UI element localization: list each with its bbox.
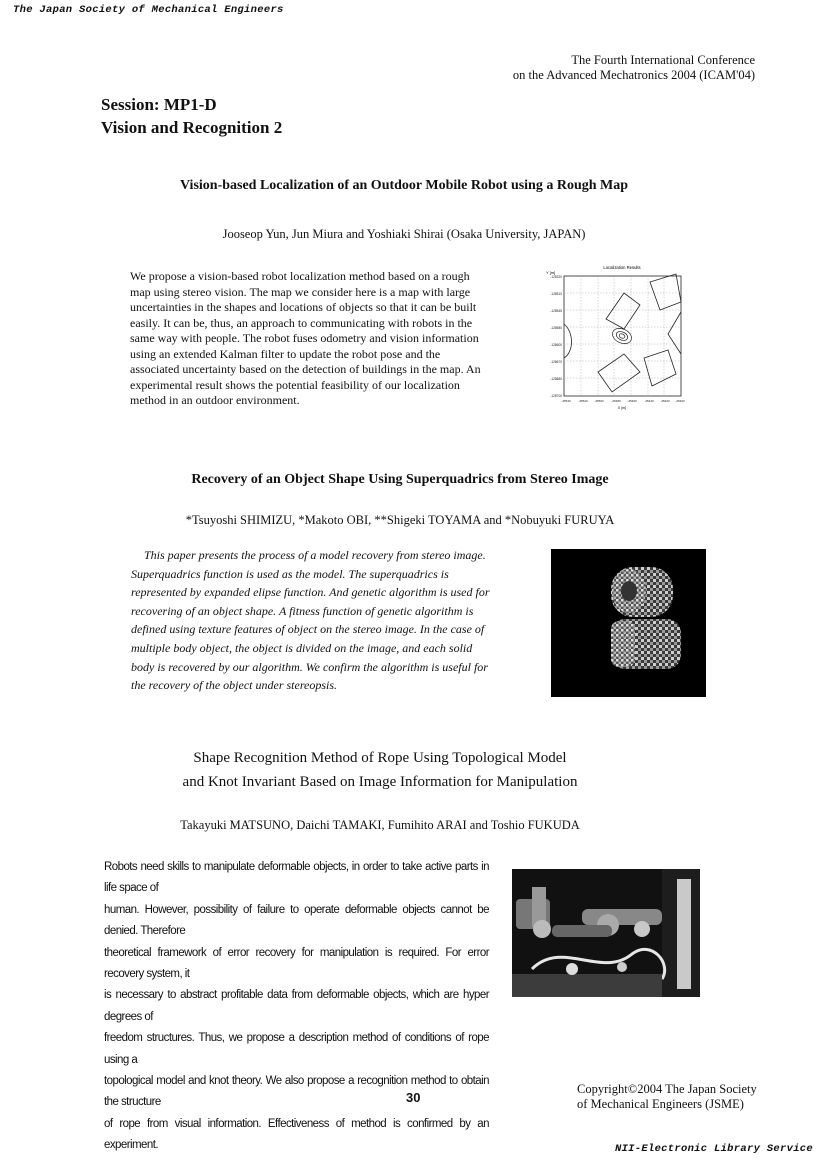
x-tick: -45440 <box>644 399 654 403</box>
paper-2-title: Recovery of an Object Shape Using Superquadrics from Stereo Image <box>191 472 609 487</box>
abstract-line: multiple body object, the object is divided on the image, and each solid <box>131 640 473 655</box>
figure-x-label: X [m] <box>617 406 627 410</box>
paper-2-abstract <box>131 546 524 695</box>
abstract-line: experimental result shows the potential feasibility of our localization <box>130 377 460 392</box>
y-tick-labels <box>550 275 562 398</box>
page-number: 30 <box>406 1090 421 1105</box>
copyright-line-1: Copyright©2004 The Japan Society <box>577 1082 757 1096</box>
session-name: Vision and Recognition 2 <box>101 118 283 137</box>
x-tick: -45480 <box>611 399 621 403</box>
abstract-line: is necessary to abstract profitable data from deformable objects, which are hyper degrees of <box>104 989 489 1023</box>
paper-3-title-line-1: Shape Recognition Method of Rope Using Topological Model <box>193 750 567 766</box>
superquadric-figure <box>551 549 706 697</box>
copyright-line-2: of Mechanical Engineers (JSME) <box>577 1097 744 1111</box>
abstract-line: associated uncertainty based on the detection of buildings in the map. An <box>130 362 481 376</box>
figure-title: Localization Results <box>603 265 641 270</box>
paper-1-authors: Jooseop Yun, Jun Miura and Yoshiaki Shirai (Osaka University, JAPAN) <box>222 227 586 241</box>
x-tick: -45500 <box>594 399 604 403</box>
copyright-notice <box>577 1082 757 1112</box>
paper-1-title: Vision-based Localization of an Outdoor Mobile Robot using a Rough Map <box>179 178 629 193</box>
y-tick: -128680 <box>550 377 562 381</box>
paper-3-authors: Takayuki MATSUNO, Daichi TAMAKI, Fumihito ARAI and Toshio FUKUDA <box>180 818 580 832</box>
x-tick: -45420 <box>660 399 670 403</box>
abstract-line: uncertainties in the shapes and locations of objects so that it can be built <box>130 300 477 314</box>
y-tick: -128700 <box>550 394 562 398</box>
paper-2-authors: *Tsuyoshi SHIMIZU, *Makoto OBI, **Shigeki TOYAMA and *Nobuyuki FURUYA <box>185 513 615 527</box>
conference-header <box>513 53 755 83</box>
session-code: Session: MP1-D <box>101 95 217 114</box>
y-tick: -128545 <box>550 309 562 313</box>
table-surface <box>512 974 662 997</box>
y-tick: -128670 <box>550 360 562 364</box>
abstract-line: topological model and knot theory. We also propose a recognition method to obtain the structure <box>104 1075 489 1109</box>
abstract-line: body is recovered by our algorithm. We confirm the algorithm is useful for <box>131 659 488 674</box>
x-tick: -45460 <box>627 399 637 403</box>
upper-superquadric <box>611 567 673 617</box>
y-tick: -128510 <box>550 292 562 296</box>
abstract-line: human. However, possibility of failure to operate deformable objects cannot be denied. Therefore <box>104 903 489 938</box>
paper-1-abstract <box>130 269 520 409</box>
abstract-line: freedom structures. Thus, we propose a description method of conditions of rope using a <box>104 1032 489 1066</box>
y-tick: -128320 <box>550 275 562 279</box>
localization-map-figure <box>540 262 688 414</box>
paper-3-title <box>0 746 760 794</box>
y-tick: -128580 <box>550 326 562 330</box>
abstract-line: the recovery of the object under stereopsis. <box>131 678 338 693</box>
lower-superquadric <box>611 619 681 669</box>
robot-manipulation-photo <box>512 869 700 997</box>
abstract-line: theoretical framework of error recovery for manipulation is required. For error recovery system, it <box>104 946 489 981</box>
abstract-line: using an extended Kalman filter to update the robot pose and the <box>130 346 441 361</box>
abstract-line: of rope from visual information. Effectiveness of method is confirmed by an experiment. <box>104 1117 489 1152</box>
abstract-line: We propose a vision-based robot localization method based on a rough <box>130 269 470 283</box>
abstract-line: easily. It can be, thus, an approach to communicating with robots in the <box>130 315 473 330</box>
abstract-line: This paper presents the process of a model recovery from stereo image. <box>144 548 486 562</box>
paper-3-title-line-2: and Knot Invariant Based on Image Information for Manipulation <box>182 774 578 790</box>
x-tick: -45540 <box>561 399 571 403</box>
figure-y-label: Y [m] <box>546 270 556 275</box>
abstract-line: same way with people. The robot fuses odometry and vision information <box>130 331 479 345</box>
conference-line-2: on the Advanced Mechatronics 2004 (ICAM'04) <box>512 68 755 82</box>
x-tick-labels <box>561 399 685 403</box>
abstract-line: recovering of an object shape. A fitness function of genetic algorithm is <box>131 603 474 618</box>
library-footer: NII-Electronic Library Service <box>614 1143 813 1155</box>
y-tick: -128600 <box>550 343 562 347</box>
abstract-line: Robots need skills to manipulate deformable objects, in order to take active parts in life space of <box>104 861 489 895</box>
abstract-line: map using stereo vision. The map we consider here is a map with large <box>130 284 471 299</box>
white-pillar <box>677 879 691 989</box>
session-heading <box>101 93 282 139</box>
abstract-line: defined using texture features of object on the stereo image. In the case of <box>131 622 485 637</box>
paper-3-abstract <box>104 857 489 1157</box>
x-tick: -45400 <box>675 399 685 403</box>
abstract-line: method in an outdoor environment. <box>130 393 300 407</box>
society-header: The Japan Society of Mechanical Engineers <box>13 4 284 16</box>
abstract-line: represented by expanded elipse function. And genetic algorithm is used for <box>131 585 490 600</box>
x-tick: -45520 <box>578 399 588 403</box>
conference-line-1: The Fourth International Conference <box>571 53 755 67</box>
abstract-line: Superquadrics function is used as the model. The superquadrics is <box>131 566 449 581</box>
